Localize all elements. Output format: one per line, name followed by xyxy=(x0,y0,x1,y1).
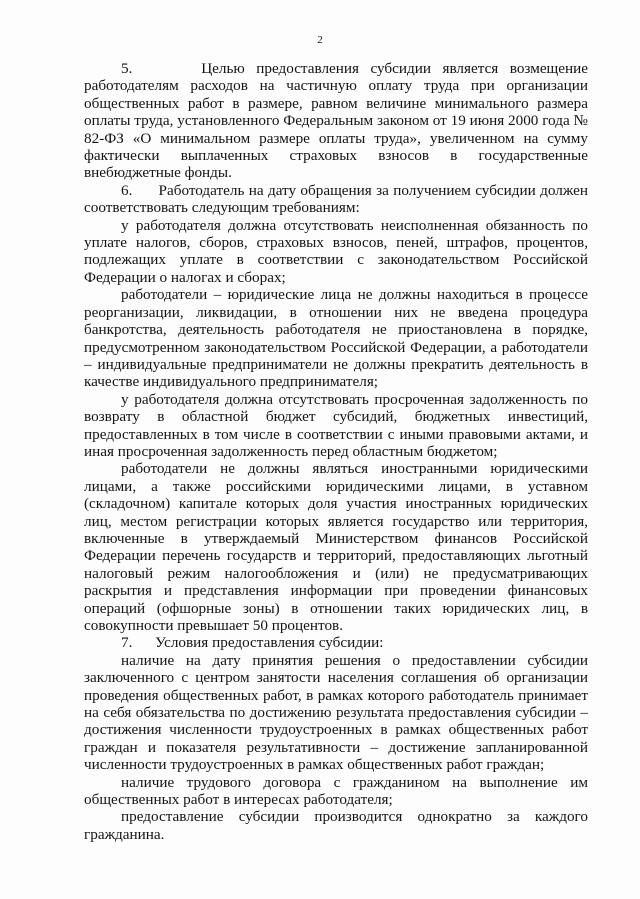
requirement-not-foreign-entity: работодатели не должны являться иностранными юридическими лицами, а также российскими юридическими лицами, в уставном (складочном) капитале которых доля участия иностранных юридических лиц, местом регистрации которых является государство или территория, включенные в утверждаемый Министерством финансов Российской Федерации перечень государств и территорий, предоставляющих льготный налоговый режим налогообложения и (или) не предусматривающих раскрытия и представления информации при проведении финансовых операций (офшорные зоны) в отношении таких юридических лиц, в совокупности превышает 50 процентов. xyxy=(84,460,588,634)
requirement-no-budget-debt: у работодателя должна отсутствовать просроченная задолженность по возврату в областной бюджет субсидий, бюджетных инвестиций, предоставленных в том числе в соответствии с иными правовыми актами, и иная просроченная задолженность перед областным бюджетом; xyxy=(84,390,588,460)
condition-agreement: наличие на дату принятия решения о предоставлении субсидии заключенного с центром занятости населения соглашения об организации проведения общественных работ, в рамках которого работодатель принимает на себя обязательства по достижению результата предоставления субсидии – достижения численности трудоустроенных в рамках общественных работ граждан и показателя результативности – достижение запланированной численности трудоустроенных в рамках общественных работ граждан; xyxy=(84,651,588,774)
paragraph-6-requirements: 6. Работодатель на дату обращения за получением субсидии должен соответствовать следующим требованиям: xyxy=(84,181,588,217)
requirement-no-reorganization: работодатели – юридические лица не должны находиться в процессе реорганизации, ликвидации, в отношении них не введена процедура банкротства, деятельность работодателя не приостановлена в порядке, предусмотренном законодательством Российской Федерации, а работодатели – индивидуальные предприниматели не должны прекратить деятельность в качестве индивидуального предпринимателя; xyxy=(84,286,588,391)
document-body xyxy=(84,60,588,843)
paragraph-5-purpose: 5. Целью предоставления субсидии является возмещение работодателям расходов на частичную оплату труда при организации общественных работ в размере, равном величине минимального размера оплаты труда, установленного Федеральным законом от 19 июня 2000 года № 82-ФЗ «О минимальном размере оплаты труда», увеличенном на сумму фактически выплаченных страховых взносов в государственные внебюджетные фонды. xyxy=(84,60,588,182)
requirement-no-tax-debt: у работодателя должна отсутствовать неисполненная обязанность по уплате налогов, сборов, страховых взносов, пеней, штрафов, процентов, подлежащих уплате в соответствии с законодательством Российской Федерации о налогах и сборах; xyxy=(84,216,588,286)
condition-labor-contract: наличие трудового договора с гражданином на выполнение им общественных работ в интересах работодателя; xyxy=(84,773,588,809)
paragraph-7-conditions: 7. Условия предоставления субсидии: xyxy=(121,634,384,652)
page-number: 2 xyxy=(317,34,323,46)
condition-one-time-subsidy: предоставление субсидии производится однократно за каждого гражданина. xyxy=(84,808,588,843)
